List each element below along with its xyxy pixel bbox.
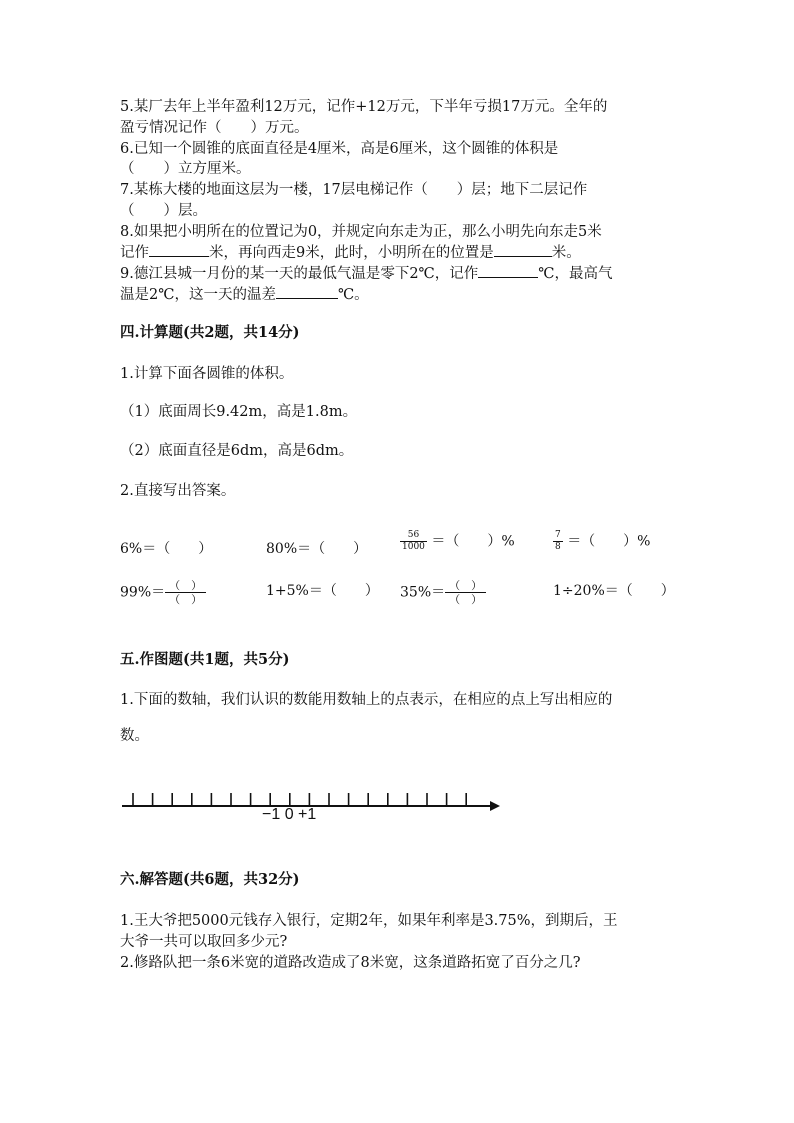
calc-r2-b: 1+5%＝（ ）	[266, 583, 379, 599]
q7-line2: （ ）层。	[120, 203, 207, 219]
q9-text-c: 温是2℃，这一天的温差	[120, 287, 276, 303]
q6-line2: （ ）立方厘米。	[120, 161, 251, 177]
section5-heading: 五.作图题(共1题，共5分)	[120, 651, 290, 668]
q9-text-d: ℃。	[337, 287, 369, 303]
q9-line1	[120, 263, 613, 284]
q8-text-b: 米，再向西走9米，此时，小明所在的位置是	[209, 245, 494, 261]
calc-r2-a: 99%＝ $\frac{( )}{( )}$	[120, 580, 206, 605]
s5-q1-line1: 1.下面的数轴，我们认识的数能用数轴上的点表示，在相应的点上写出相应的	[120, 692, 613, 708]
s5-q1-line2: 数。	[120, 728, 149, 744]
q9-text-b: ℃，最高气	[538, 266, 613, 282]
fraction-blank: $\frac{( )}{( )}$	[165, 580, 206, 605]
number-line-arrow-icon	[490, 801, 500, 811]
q8-text-a: 记作	[120, 245, 149, 261]
q8-line1: 8.如果把小明所在的位置记为0，并规定向东走为正，那么小明先向东走5米	[120, 224, 602, 240]
q8-text-c: 米。	[551, 245, 581, 261]
number-line	[0, 780, 794, 840]
calc-r1-a: 6%＝（ ）	[120, 541, 213, 557]
section6-heading: 六.解答题(共6题，共32分)	[120, 871, 300, 888]
q5-line2: 盈亏情况记作（ ）万元。	[120, 120, 309, 136]
calc-r2-d: 1÷20%＝（ ）	[553, 583, 675, 599]
fraction-7-8: $\frac{7}{8}$	[555, 530, 561, 552]
q7-line1: 7.某栋大楼的地面这层为一楼，17层电梯记作（ ）层；地下二层记作	[120, 182, 588, 198]
calc-r1-d: $\frac{7}{8}$ ＝（ ）%	[555, 530, 651, 552]
s4-q1: 1.计算下面各圆锥的体积。	[120, 366, 294, 382]
number-line-labels: −1 0 +1	[262, 806, 317, 823]
section4-heading: 四.计算题(共2题，共14分)	[120, 324, 300, 341]
calc-r1-c: $\frac{56}{1000}$ ＝（ ）%	[402, 530, 515, 552]
q8-blank-1[interactable]	[149, 242, 209, 257]
q8-blank-2[interactable]	[494, 242, 552, 257]
s4-q2: 2.直接写出答案。	[120, 483, 236, 499]
q9-blank-1[interactable]	[478, 263, 538, 278]
calc-r2-c: 35%＝ $\frac{( )}{( )}$	[400, 580, 486, 605]
q9-line2	[120, 284, 369, 305]
q8-line2	[120, 242, 581, 263]
q5-line1: 5.某厂去年上半年盈利12万元，记作+12万元，下半年亏损17万元。全年的	[120, 99, 608, 115]
s4-q1-part2: （2）底面直径是6dm，高是6dm。	[120, 443, 354, 459]
fraction-56-1000: $\frac{56}{1000}$	[402, 530, 425, 552]
s6-q1-line2: 大爷一共可以取回多少元?	[120, 934, 288, 950]
fraction-blank: $\frac{( )}{( )}$	[445, 580, 486, 605]
s6-q2: 2.修路队把一条6米宽的道路改造成了8米宽，这条道路拓宽了百分之几?	[120, 955, 581, 971]
q6-line1: 6.已知一个圆锥的底面直径是4厘米，高是6厘米，这个圆锥的体积是	[120, 141, 559, 157]
s6-q1-line1: 1.王大爷把5000元钱存入银行，定期2年，如果年利率是3.75%，到期后，王	[120, 913, 618, 929]
s4-q1-part1: （1）底面周长9.42m，高是1.8m。	[120, 404, 358, 420]
q9-text-a: 9.德江县城一月份的某一天的最低气温是零下2℃，记作	[120, 266, 479, 282]
q9-blank-2[interactable]	[276, 284, 338, 299]
calc-r1-b: 80%＝（ ）	[266, 541, 368, 557]
